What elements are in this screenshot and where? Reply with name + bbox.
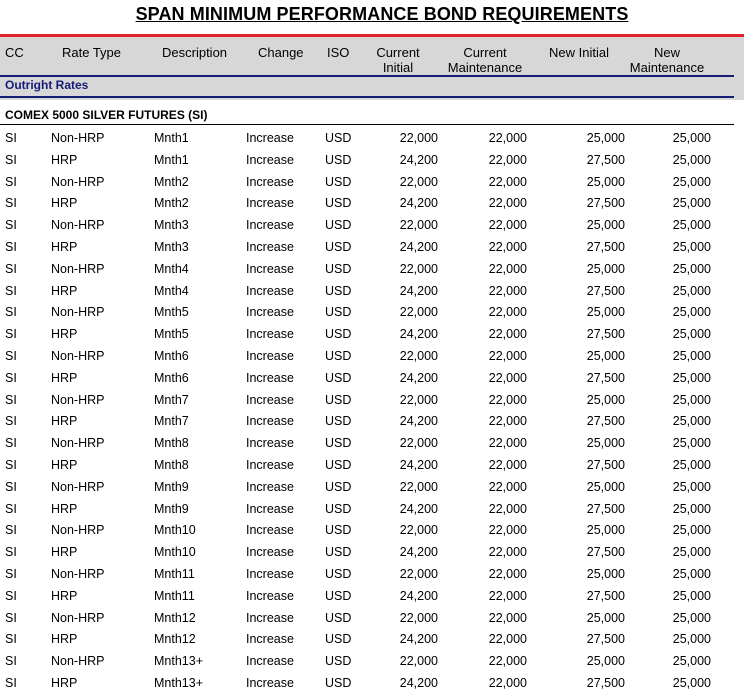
cell-new-maintenance: 25,000 bbox=[672, 654, 711, 669]
cell-iso: USD bbox=[325, 348, 352, 363]
cell-new-initial: 25,000 bbox=[586, 523, 625, 538]
cell-current-maintenance: 22,000 bbox=[488, 566, 527, 581]
cell-current-maintenance: 22,000 bbox=[488, 457, 527, 472]
cell-new-initial: 27,500 bbox=[586, 588, 625, 603]
cell-new-maintenance: 25,000 bbox=[672, 523, 711, 538]
cell-description: Mnth6 bbox=[154, 370, 189, 385]
cell-new-maintenance: 25,000 bbox=[672, 392, 711, 407]
cell-description: Mnth5 bbox=[154, 305, 189, 320]
cell-rate-type: Non-HRP bbox=[51, 131, 105, 145]
cell-current-maintenance: 22,000 bbox=[488, 588, 527, 603]
cell-new-initial: 25,000 bbox=[586, 305, 625, 320]
cell-rate-type: Non-HRP bbox=[51, 348, 105, 363]
cell-cc: SI bbox=[5, 348, 17, 363]
cell-cc: SI bbox=[5, 131, 17, 145]
cell-change: Increase bbox=[246, 131, 294, 145]
cell-rate-type: Non-HRP bbox=[51, 523, 105, 538]
cell-cc: SI bbox=[5, 196, 17, 211]
cell-current-maintenance: 22,000 bbox=[488, 348, 527, 363]
cell-new-initial: 25,000 bbox=[586, 436, 625, 451]
cell-iso: USD bbox=[325, 501, 352, 516]
cell-description: Mnth9 bbox=[154, 501, 189, 516]
cell-new-maintenance: 25,000 bbox=[672, 370, 711, 385]
cell-new-initial: 25,000 bbox=[586, 174, 625, 189]
cell-change: Increase bbox=[246, 348, 294, 363]
page-title: SPAN MINIMUM PERFORMANCE BOND REQUIREMENTS bbox=[135, 4, 629, 24]
cell-rate-type: HRP bbox=[51, 196, 78, 211]
cell-new-initial: 25,000 bbox=[586, 654, 625, 669]
cell-current-maintenance: 22,000 bbox=[488, 261, 527, 276]
header-rate-type: Rate Type bbox=[62, 45, 122, 60]
header-new-maintenance bbox=[624, 45, 710, 75]
cell-cc: SI bbox=[5, 174, 17, 189]
cell-description: Mnth10 bbox=[154, 523, 196, 538]
cell-new-initial: 27,500 bbox=[586, 239, 625, 254]
cell-iso: USD bbox=[325, 414, 352, 429]
cell-new-initial: 27,500 bbox=[586, 632, 625, 647]
cell-change: Increase bbox=[246, 588, 294, 603]
cell-current-initial: 22,000 bbox=[399, 305, 438, 320]
cell-new-initial: 25,000 bbox=[586, 131, 625, 145]
cell-rate-type: Non-HRP bbox=[51, 610, 105, 625]
table-row bbox=[0, 215, 744, 237]
cell-new-maintenance: 25,000 bbox=[672, 610, 711, 625]
cell-new-initial: 27,500 bbox=[586, 283, 625, 298]
cell-new-initial: 27,500 bbox=[586, 675, 625, 690]
cell-rate-type: HRP bbox=[51, 545, 78, 560]
cell-current-initial: 24,200 bbox=[399, 588, 438, 603]
cell-current-maintenance: 22,000 bbox=[488, 436, 527, 451]
cell-current-initial: 24,200 bbox=[399, 239, 438, 254]
cell-iso: USD bbox=[325, 174, 352, 189]
cell-rate-type: Non-HRP bbox=[51, 566, 105, 581]
cell-new-maintenance: 25,000 bbox=[672, 305, 711, 320]
cell-new-maintenance: 25,000 bbox=[672, 457, 711, 472]
cell-iso: USD bbox=[325, 218, 352, 233]
cell-current-maintenance: 22,000 bbox=[488, 523, 527, 538]
cell-cc: SI bbox=[5, 501, 17, 516]
cell-current-initial: 22,000 bbox=[399, 174, 438, 189]
cell-new-initial: 25,000 bbox=[586, 218, 625, 233]
table-row bbox=[0, 411, 744, 433]
cell-change: Increase bbox=[246, 218, 294, 233]
cell-current-maintenance: 22,000 bbox=[488, 196, 527, 211]
cell-new-initial: 25,000 bbox=[586, 392, 625, 407]
cell-description: Mnth3 bbox=[154, 239, 189, 254]
table-row bbox=[0, 608, 744, 630]
cell-rate-type: HRP bbox=[51, 632, 78, 647]
cell-rate-type: HRP bbox=[51, 588, 78, 603]
cell-change: Increase bbox=[246, 327, 294, 342]
cell-cc: SI bbox=[5, 566, 17, 581]
cell-current-maintenance: 22,000 bbox=[488, 675, 527, 690]
cell-change: Increase bbox=[246, 436, 294, 451]
cell-cc: SI bbox=[5, 414, 17, 429]
cell-current-maintenance: 22,000 bbox=[488, 370, 527, 385]
cell-change: Increase bbox=[246, 610, 294, 625]
cell-current-initial: 22,000 bbox=[399, 218, 438, 233]
cell-current-initial: 22,000 bbox=[399, 436, 438, 451]
table-row bbox=[0, 564, 744, 586]
cell-change: Increase bbox=[246, 261, 294, 276]
cell-rate-type: Non-HRP bbox=[51, 218, 105, 233]
cell-iso: USD bbox=[325, 436, 352, 451]
cell-cc: SI bbox=[5, 370, 17, 385]
cell-new-initial: 25,000 bbox=[586, 479, 625, 494]
cell-iso: USD bbox=[325, 261, 352, 276]
cell-new-initial: 27,500 bbox=[586, 414, 625, 429]
header-cc: CC bbox=[5, 45, 24, 60]
cell-current-maintenance: 22,000 bbox=[488, 610, 527, 625]
cell-cc: SI bbox=[5, 632, 17, 647]
cell-cc: SI bbox=[5, 654, 17, 669]
cell-iso: USD bbox=[325, 566, 352, 581]
cell-cc: SI bbox=[5, 392, 17, 407]
cell-new-initial: 27,500 bbox=[586, 196, 625, 211]
table-row bbox=[0, 542, 744, 564]
cell-iso: USD bbox=[325, 239, 352, 254]
cell-cc: SI bbox=[5, 610, 17, 625]
cell-iso: USD bbox=[325, 675, 352, 690]
cell-rate-type: HRP bbox=[51, 283, 78, 298]
cell-description: Mnth3 bbox=[154, 218, 189, 233]
cell-current-initial: 22,000 bbox=[399, 523, 438, 538]
cell-new-initial: 27,500 bbox=[586, 327, 625, 342]
cell-description: Mnth8 bbox=[154, 457, 189, 472]
table-row bbox=[0, 499, 744, 521]
header-current-maintenance bbox=[440, 45, 530, 75]
table-row bbox=[0, 193, 744, 215]
cell-cc: SI bbox=[5, 283, 17, 298]
cell-new-maintenance: 25,000 bbox=[672, 566, 711, 581]
cell-cc: SI bbox=[5, 152, 17, 167]
cell-rate-type: HRP bbox=[51, 501, 78, 516]
table-row bbox=[0, 390, 744, 412]
cell-current-maintenance: 22,000 bbox=[488, 305, 527, 320]
cell-iso: USD bbox=[325, 457, 352, 472]
cell-description: Mnth13+ bbox=[154, 654, 203, 669]
group-label: Outright Rates bbox=[5, 78, 89, 92]
cell-new-initial: 27,500 bbox=[586, 152, 625, 167]
cell-iso: USD bbox=[325, 131, 352, 145]
cell-description: Mnth8 bbox=[154, 436, 189, 451]
cell-iso: USD bbox=[325, 523, 352, 538]
cell-current-maintenance: 22,000 bbox=[488, 545, 527, 560]
cell-cc: SI bbox=[5, 545, 17, 560]
cell-change: Increase bbox=[246, 196, 294, 211]
cell-description: Mnth12 bbox=[154, 610, 196, 625]
cell-change: Increase bbox=[246, 283, 294, 298]
cell-iso: USD bbox=[325, 632, 352, 647]
cell-iso: USD bbox=[325, 283, 352, 298]
cell-new-maintenance: 25,000 bbox=[672, 414, 711, 429]
cell-current-initial: 22,000 bbox=[399, 348, 438, 363]
cell-change: Increase bbox=[246, 479, 294, 494]
cell-current-maintenance: 22,000 bbox=[488, 654, 527, 669]
cell-description: Mnth2 bbox=[154, 196, 189, 211]
cell-description: Mnth7 bbox=[154, 392, 189, 407]
table-body bbox=[0, 128, 744, 695]
group-divider bbox=[0, 96, 734, 98]
table-row bbox=[0, 172, 744, 194]
table-row bbox=[0, 629, 744, 651]
cell-rate-type: HRP bbox=[51, 239, 78, 254]
cell-iso: USD bbox=[325, 327, 352, 342]
cell-cc: SI bbox=[5, 261, 17, 276]
cell-change: Increase bbox=[246, 566, 294, 581]
cell-description: Mnth10 bbox=[154, 545, 196, 560]
cell-new-maintenance: 25,000 bbox=[672, 239, 711, 254]
header-iso: ISO bbox=[327, 45, 350, 60]
cell-current-initial: 24,200 bbox=[399, 370, 438, 385]
cell-current-initial: 24,200 bbox=[399, 545, 438, 560]
cell-cc: SI bbox=[5, 523, 17, 538]
cell-rate-type: HRP bbox=[51, 675, 78, 690]
cell-current-maintenance: 22,000 bbox=[488, 174, 527, 189]
section-title: COMEX 5000 SILVER FUTURES (SI) bbox=[5, 108, 208, 122]
cell-new-maintenance: 25,000 bbox=[672, 501, 711, 516]
cell-rate-type: Non-HRP bbox=[51, 436, 105, 451]
cell-new-maintenance: 25,000 bbox=[672, 327, 711, 342]
cell-cc: SI bbox=[5, 675, 17, 690]
cell-iso: USD bbox=[325, 479, 352, 494]
cell-new-initial: 25,000 bbox=[586, 566, 625, 581]
cell-new-initial: 25,000 bbox=[586, 261, 625, 276]
cell-new-maintenance: 25,000 bbox=[672, 675, 711, 690]
header-current-initial-line2: Initial bbox=[382, 60, 414, 75]
header-current-initial bbox=[367, 45, 429, 75]
cell-cc: SI bbox=[5, 218, 17, 233]
cell-cc: SI bbox=[5, 436, 17, 451]
cell-change: Increase bbox=[246, 152, 294, 167]
cell-change: Increase bbox=[246, 675, 294, 690]
cell-current-initial: 24,200 bbox=[399, 283, 438, 298]
cell-current-initial: 24,200 bbox=[399, 327, 438, 342]
cell-new-initial: 25,000 bbox=[586, 610, 625, 625]
cell-change: Increase bbox=[246, 392, 294, 407]
cell-description: Mnth9 bbox=[154, 479, 189, 494]
table-row bbox=[0, 237, 744, 259]
cell-iso: USD bbox=[325, 392, 352, 407]
cell-description: Mnth1 bbox=[154, 131, 189, 145]
header-current-maintenance-line1: Current bbox=[463, 45, 507, 60]
cell-current-initial: 24,200 bbox=[399, 196, 438, 211]
cell-current-maintenance: 22,000 bbox=[488, 392, 527, 407]
cell-iso: USD bbox=[325, 610, 352, 625]
cell-change: Increase bbox=[246, 457, 294, 472]
cell-current-initial: 22,000 bbox=[399, 610, 438, 625]
cell-current-maintenance: 22,000 bbox=[488, 479, 527, 494]
cell-iso: USD bbox=[325, 152, 352, 167]
table-row bbox=[0, 673, 744, 695]
cell-current-maintenance: 22,000 bbox=[488, 632, 527, 647]
cell-cc: SI bbox=[5, 479, 17, 494]
cell-current-initial: 24,200 bbox=[399, 414, 438, 429]
cell-current-maintenance: 22,000 bbox=[488, 501, 527, 516]
cell-new-maintenance: 25,000 bbox=[672, 174, 711, 189]
cell-new-initial: 27,500 bbox=[586, 501, 625, 516]
header-change: Change bbox=[258, 45, 304, 60]
cell-current-initial: 22,000 bbox=[399, 261, 438, 276]
cell-current-initial: 24,200 bbox=[399, 152, 438, 167]
header-new-maintenance-line1: New bbox=[653, 45, 680, 60]
cell-description: Mnth12 bbox=[154, 632, 196, 647]
cell-current-initial: 24,200 bbox=[399, 501, 438, 516]
cell-current-initial: 22,000 bbox=[399, 654, 438, 669]
cell-current-maintenance: 22,000 bbox=[488, 131, 527, 145]
header-current-initial-line1: Current bbox=[376, 45, 420, 60]
cell-new-maintenance: 25,000 bbox=[672, 196, 711, 211]
cell-rate-type: Non-HRP bbox=[51, 654, 105, 669]
cell-new-maintenance: 25,000 bbox=[672, 545, 711, 560]
cell-change: Increase bbox=[246, 632, 294, 647]
cell-current-initial: 24,200 bbox=[399, 457, 438, 472]
cell-description: Mnth2 bbox=[154, 174, 189, 189]
cell-current-initial: 22,000 bbox=[399, 131, 438, 145]
cell-current-initial: 22,000 bbox=[399, 566, 438, 581]
cell-new-maintenance: 25,000 bbox=[672, 588, 711, 603]
header-new-maintenance-line2: Maintenance bbox=[629, 60, 705, 75]
cell-rate-type: HRP bbox=[51, 152, 78, 167]
cell-description: Mnth1 bbox=[154, 152, 189, 167]
cell-cc: SI bbox=[5, 457, 17, 472]
header-divider bbox=[0, 75, 734, 77]
cell-cc: SI bbox=[5, 239, 17, 254]
cell-iso: USD bbox=[325, 654, 352, 669]
cell-change: Increase bbox=[246, 370, 294, 385]
table-row bbox=[0, 651, 744, 673]
cell-description: Mnth11 bbox=[154, 566, 195, 581]
cell-cc: SI bbox=[5, 305, 17, 320]
table-row bbox=[0, 302, 744, 324]
table-row bbox=[0, 368, 744, 390]
cell-description: Mnth4 bbox=[154, 261, 189, 276]
cell-rate-type: HRP bbox=[51, 457, 78, 472]
cell-change: Increase bbox=[246, 654, 294, 669]
cell-change: Increase bbox=[246, 414, 294, 429]
cell-current-initial: 22,000 bbox=[399, 392, 438, 407]
table-row bbox=[0, 346, 744, 368]
cell-new-maintenance: 25,000 bbox=[672, 152, 711, 167]
cell-current-maintenance: 22,000 bbox=[488, 218, 527, 233]
cell-description: Mnth11 bbox=[154, 588, 195, 603]
cell-new-maintenance: 25,000 bbox=[672, 131, 711, 145]
table-row bbox=[0, 520, 744, 542]
cell-new-initial: 27,500 bbox=[586, 370, 625, 385]
cell-rate-type: Non-HRP bbox=[51, 305, 105, 320]
cell-current-maintenance: 22,000 bbox=[488, 283, 527, 298]
header-description: Description bbox=[162, 45, 228, 60]
cell-description: Mnth5 bbox=[154, 327, 189, 342]
cell-current-maintenance: 22,000 bbox=[488, 327, 527, 342]
cell-iso: USD bbox=[325, 370, 352, 385]
cell-change: Increase bbox=[246, 305, 294, 320]
cell-cc: SI bbox=[5, 327, 17, 342]
cell-description: Mnth13+ bbox=[154, 675, 203, 690]
cell-cc: SI bbox=[5, 588, 17, 603]
cell-current-initial: 24,200 bbox=[399, 675, 438, 690]
cell-description: Mnth6 bbox=[154, 348, 189, 363]
cell-description: Mnth4 bbox=[154, 283, 189, 298]
table-row bbox=[0, 259, 744, 281]
cell-current-maintenance: 22,000 bbox=[488, 414, 527, 429]
cell-current-initial: 22,000 bbox=[399, 479, 438, 494]
cell-rate-type: HRP bbox=[51, 414, 78, 429]
cell-change: Increase bbox=[246, 239, 294, 254]
cell-new-maintenance: 25,000 bbox=[672, 479, 711, 494]
cell-new-initial: 25,000 bbox=[586, 348, 625, 363]
cell-rate-type: Non-HRP bbox=[51, 261, 105, 276]
table-row bbox=[0, 150, 744, 172]
table-row bbox=[0, 477, 744, 499]
cell-iso: USD bbox=[325, 196, 352, 211]
table-row bbox=[0, 455, 744, 477]
cell-rate-type: HRP bbox=[51, 327, 78, 342]
section-divider bbox=[0, 124, 734, 125]
cell-change: Increase bbox=[246, 174, 294, 189]
cell-new-maintenance: 25,000 bbox=[672, 283, 711, 298]
header-new-initial: New Initial bbox=[549, 45, 609, 60]
cell-rate-type: HRP bbox=[51, 370, 78, 385]
cell-current-initial: 24,200 bbox=[399, 632, 438, 647]
table-row bbox=[0, 281, 744, 303]
cell-description: Mnth7 bbox=[154, 414, 189, 429]
table-row bbox=[0, 586, 744, 608]
cell-iso: USD bbox=[325, 545, 352, 560]
cell-new-maintenance: 25,000 bbox=[672, 436, 711, 451]
cell-new-maintenance: 25,000 bbox=[672, 348, 711, 363]
cell-current-maintenance: 22,000 bbox=[488, 239, 527, 254]
cell-current-maintenance: 22,000 bbox=[488, 152, 527, 167]
cell-new-maintenance: 25,000 bbox=[672, 261, 711, 276]
cell-change: Increase bbox=[246, 501, 294, 516]
cell-rate-type: Non-HRP bbox=[51, 479, 105, 494]
table-header bbox=[0, 34, 744, 100]
table-row bbox=[0, 128, 744, 150]
cell-new-maintenance: 25,000 bbox=[672, 632, 711, 647]
cell-new-initial: 27,500 bbox=[586, 545, 625, 560]
cell-iso: USD bbox=[325, 305, 352, 320]
header-current-maintenance-line2: Maintenance bbox=[447, 60, 523, 75]
cell-new-maintenance: 25,000 bbox=[672, 218, 711, 233]
table-row bbox=[0, 324, 744, 346]
cell-rate-type: Non-HRP bbox=[51, 174, 105, 189]
cell-change: Increase bbox=[246, 523, 294, 538]
cell-new-initial: 27,500 bbox=[586, 457, 625, 472]
table-row bbox=[0, 433, 744, 455]
cell-iso: USD bbox=[325, 588, 352, 603]
cell-change: Increase bbox=[246, 545, 294, 560]
cell-rate-type: Non-HRP bbox=[51, 392, 105, 407]
